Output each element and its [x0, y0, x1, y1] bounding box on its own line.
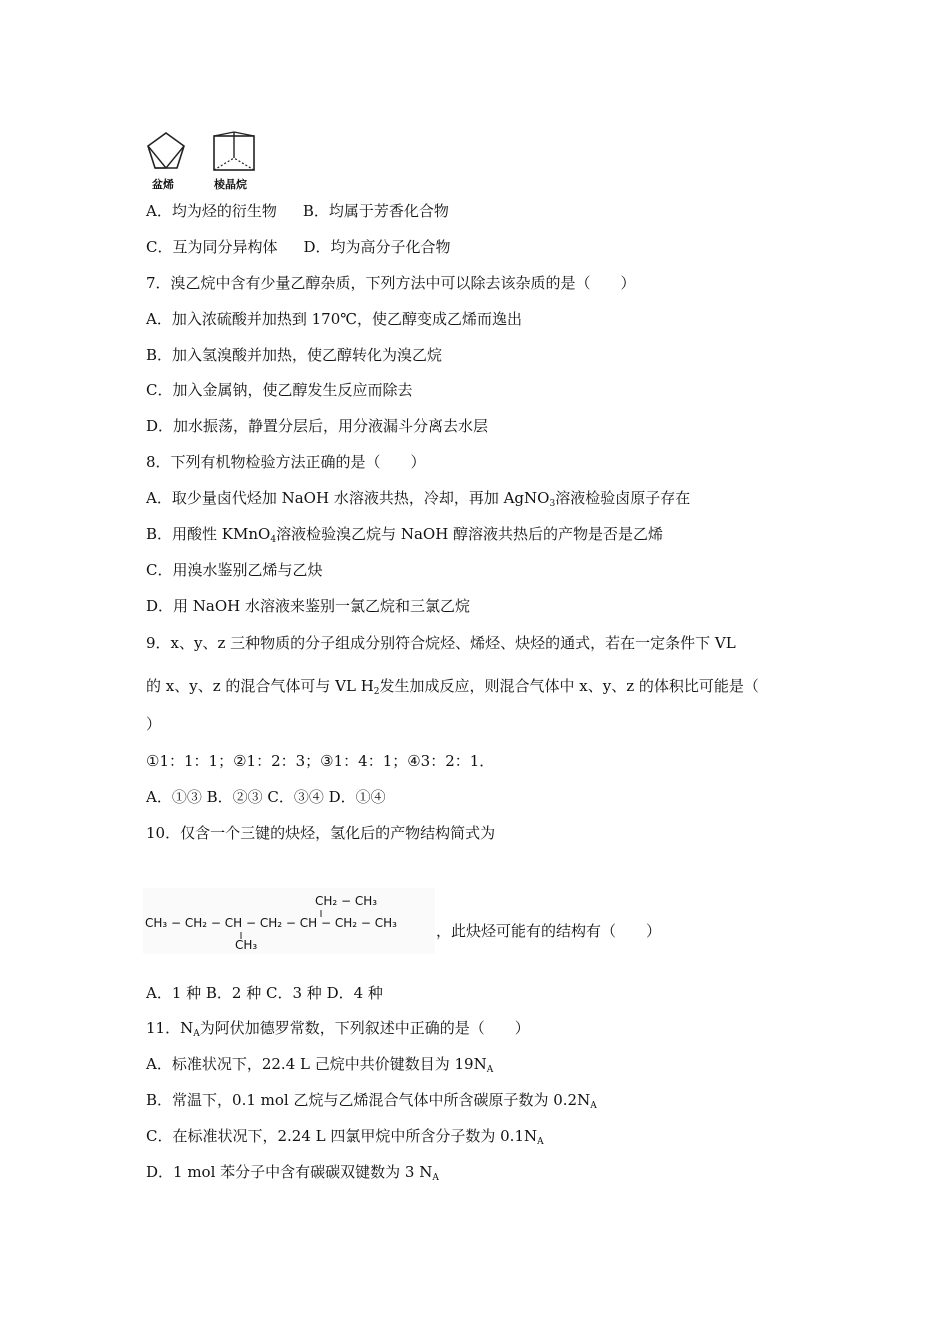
- q10-structural-formula: [143, 888, 435, 954]
- q11-option-c-text: C．在标准状况下，2.24 L 四氯甲烷中所含分子数为 0.1N: [146, 1127, 538, 1145]
- q8-option-a-sub: 3: [549, 499, 556, 509]
- q6-option-d: D．均为高分子化合物: [303, 238, 451, 256]
- q7-option-c: C．加入金属钠，使乙醇发生反应而除去: [146, 381, 413, 399]
- q8-option-a-part2: 溶液检验卤原子存在: [555, 489, 691, 507]
- q10-options: A．1 种 B．2 种 C．3 种 D．4 种: [146, 984, 383, 1002]
- q10-struct-top: CH₂ − CH₃: [315, 894, 378, 908]
- q11-option-a-text: A．标准状况下，22.4 L 己烷中共价键数目为 19N: [146, 1055, 487, 1073]
- q8-option-b-part2: 溶液检验溴乙烷与 NaOH 醇溶液共热后的产物是否是乙烯: [276, 525, 664, 543]
- q10-tail: ，此炔烃可能有的结构有（ ）: [436, 922, 662, 940]
- q9-stem-line2-part2: 发生加成反应，则混合气体中 x、y、z 的体积比可能是（: [379, 677, 759, 695]
- q8-option-c: C．用溴水鉴别乙烯与乙炔: [146, 561, 323, 579]
- q7-stem: 7．溴乙烷中含有少量乙醇杂质，下列方法中可以除去该杂质的是（ ）: [146, 274, 636, 292]
- q9-ratios: ①1：1：1；②1：2：3；③1：4：1；④3：2：1．: [146, 752, 495, 770]
- q11-option-b-sub: A: [590, 1101, 597, 1111]
- q6-options-row2: [146, 237, 451, 257]
- q9-stem-line2-part1: 的 x、y、z 的混合气体可与 VL H: [146, 677, 374, 695]
- q8-option-b-sub: 4: [270, 535, 277, 545]
- q9-stem-line1: 9．x、y、z 三种物质的分子组成分别符合烷烃、烯烃、炔烃的通式，若在一定条件下 VL: [146, 634, 736, 652]
- q9-stem-line2: [146, 676, 759, 696]
- q8-option-b: [146, 524, 663, 544]
- benzvalene-figure: [144, 130, 188, 174]
- q11-option-b-text: B．常温下，0.1 mol 乙烷与乙烯混合气体中所含碳原子数为 0.2N: [146, 1091, 591, 1109]
- q10-struct-bottom: CH₃: [235, 938, 258, 952]
- q8-stem: 8．下列有机物检验方法正确的是（ ）: [146, 453, 426, 471]
- q6-option-b: B．均属于芳香化合物: [302, 202, 449, 220]
- q11-option-c: [146, 1126, 544, 1146]
- prismane-label: 棱晶烷: [214, 178, 247, 191]
- q10-struct-bonds: [143, 888, 435, 954]
- q6-option-a: A．均为烃的衍生物: [146, 202, 277, 220]
- q8-option-b-part1: B．用酸性 KMnO: [146, 525, 271, 543]
- q11-option-b: [146, 1090, 597, 1110]
- q11-stem-part1: 11．N: [146, 1019, 194, 1037]
- q7-option-b: B．加入氢溴酸并加热，使乙醇转化为溴乙烷: [146, 346, 443, 364]
- q11-option-a: [146, 1054, 493, 1074]
- q11-option-d-text: D．1 mol 苯分子中含有碳碳双键数为 3 N: [146, 1163, 433, 1181]
- q11-option-d: [146, 1162, 439, 1182]
- q11-stem-part2: 为阿伏加德罗常数，下列叙述中正确的是（ ）: [199, 1019, 530, 1037]
- q11-option-a-sub: A: [486, 1065, 494, 1075]
- q8-option-a: [146, 488, 690, 508]
- benzvalene-label: 盆烯: [152, 178, 174, 191]
- prismane-figure: [210, 130, 258, 176]
- q6-option-c: C．互为同分异构体: [146, 238, 278, 256]
- q9-stem-line2-sub: 2: [373, 687, 380, 697]
- q11-option-c-sub: A: [537, 1137, 544, 1147]
- q7-option-a: A．加入浓硫酸并加热到 170℃，使乙醇变成乙烯而逸出: [146, 310, 523, 328]
- q6-options-row1: [146, 201, 449, 221]
- q9-stem-line3: ）: [146, 715, 162, 733]
- q9-options: A．①③ B．②③ C．③④ D．①④: [146, 788, 386, 806]
- q11-stem: [146, 1018, 530, 1038]
- q10-stem: 10．仅含一个三键的炔烃，氢化后的产物结构简式为: [146, 824, 496, 842]
- q7-option-d: D．加水振荡，静置分层后，用分液漏斗分离去水层: [146, 417, 489, 435]
- q11-option-d-sub: A: [432, 1173, 439, 1183]
- q10-struct-main: CH₃ − CH₂ − CH − CH₂ − CH − CH₂ − CH₃: [145, 916, 397, 930]
- q8-option-a-part1: A．取少量卤代烃加 NaOH 水溶液共热，冷却，再加 AgNO: [146, 489, 550, 507]
- q8-option-d: D．用 NaOH 水溶液来鉴别一氯乙烷和三氯乙烷: [146, 597, 471, 615]
- q11-stem-sub: A: [193, 1029, 200, 1039]
